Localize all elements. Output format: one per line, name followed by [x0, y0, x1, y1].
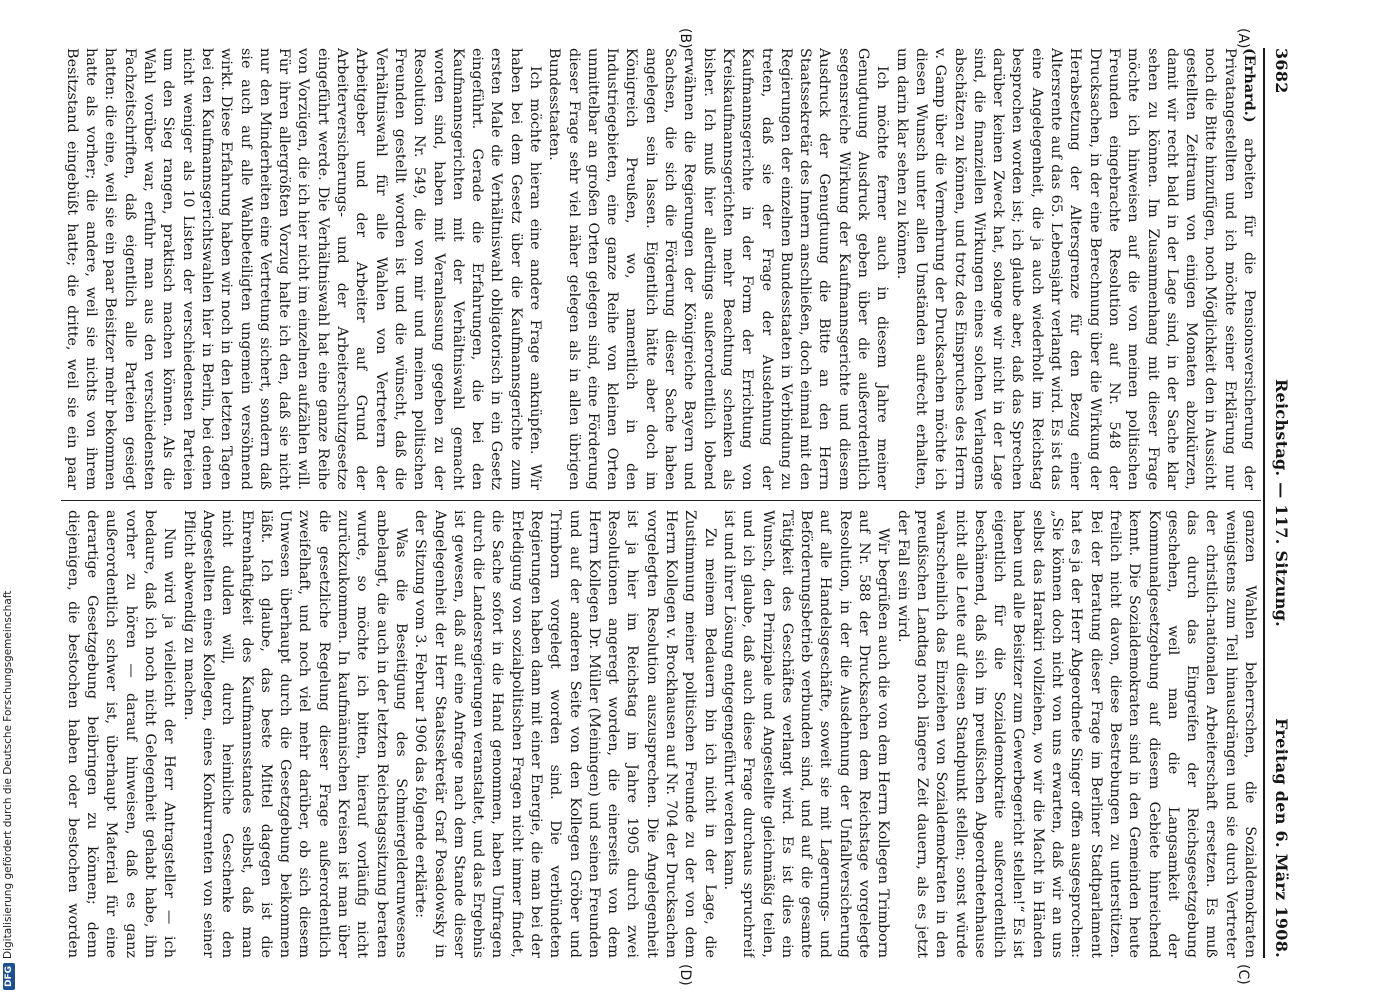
paragraph: Ich möchte ferner auch in diesem Jahre meiner Genugtuung Ausdruck geben über die außerordentlich segensreiche Wirkung der Kaufmannsgerichte und diesem Ausdruck der Genugtuung die Bitte an den Herrn Staatssekretär des Innern anschließen, doch einmal mit den Regierungen der einzelnen Bundesstaaten in Verbindung zu treten, daß sie der Frage der Ausdehnung der Kaufmannsgerichte in der Form der Errichtung von Kreiskaufmannsgerichten mehr Beachtung schenken als bisher. Ich muß hier allerdings außerordentlich lobend erwähnen die Regierungen der Königreiche Bayern und Sachsen, die sich die Förderung dieser Sache haben angelegen sein lassen. Eigentlich hätte aber doch im Königreich Preußen, wo, namentlich in den Industriegebieten, eine ganze Reihe von kleinen Orten unmittelbar an großen Orten gelegen sind, eine Förderung dieser Frage sehr viel näher gelegen als in allen übrigen Bundesstaaten.: [546, 48, 891, 490]
page-header: [1269, 48, 1291, 958]
column-divider: [61, 500, 1261, 501]
left-column: [64, 48, 1259, 490]
credit-text: Digitalisierung gefördert durch die Deutsche Forschungsgemeinschaft: [2, 590, 14, 959]
header-rule: [1263, 48, 1265, 958]
margin-letter-b: (B): [677, 28, 693, 49]
paragraph: Nun wird ja vielleicht der Herr Antragsteller — ich bedaure, daß ich noch nicht Gelegenheit gehabt habe, ihn vorher zu hören — darauf hinweisen, daß es ganz außerordentlich schwer ist, überhaupt Material für eine derartige Gesetzgebung beibringen zu können; denn diejenigen, die bestochen haben oder bestochen worden: [64, 510, 178, 958]
session-date: Freitag den 6. März 1908.: [1272, 718, 1291, 958]
paragraph: Wir begrüßen auch die von dem Herrn Kollegen Trimborn auf Nr. 588 der Drucksachen dem Reichstage vorgelegte Resolution, in der die Ausdehnung der Unfallversicherung auf alle Handelsgeschäfte, soweit sie mit Lagerungs- und Beförderungsbetrieb verbunden sind, und auf die gesamte Tätigkeit des Geschäftes verlangt wird. Es ist dies ein Wunsch, den Prinzipale und Angestellte gleichmäßig teilen, und ich glaube, daß auch diese Frage durchaus spruchreif ist und ihrer Lösung entgegengeführt werden kann.: [720, 510, 892, 958]
quoted-paragraph: Was die Beseitigung des Schmiergelderunwesens anbelangt, die auch in der letzten Reichstagssitzung beraten wurde, so möchte ich bitten, hierauf vorläufig nicht zurückzukommen. In kaufmännischen Kreisen ist man über die gesetzliche Regelung dieser Frage außerordentlich zweifelhaft, und noch viel mehr darüber, ob sich diesem Unwesen überhaupt durch die Gesetzgebung beikommen läßt. Ich glaube, das beste Mittel dagegen ist die Ehrenhaftigkeit des Kaufmannsstandes selbst, daß man nicht dulden will, durch heimliche Geschenke den Angestellten eines Kollegen, eines Konkurrenten von seiner Pflicht abwendig zu machen.: [180, 510, 409, 958]
paragraph: Zu meinem Bedauern bin ich nicht in der Lage, die Zustimmung meiner politischen Freunde zu der von dem Herrn Kollegen v. Brockhausen auf Nr. 704 der Drucksachen vorgelegten Resolution auszusprechen. Die Angelegenheit ist ja hier im Reichstag im Jahre 1905 durch zwei Resolutionen angeregt worden, die einerseits von dem Herrn Kollegen Dr. Müller (Meiningen) und seinen Freunden und auf der anderen Seite von den Kollegen Gröber und Trimborn vorgelegt worden sind. Die verbündeten Regierungen haben dann mit einer Energie, die man bei der Erledigung von sozialpolitischen Fragen nicht immer findet, die Sache sofort in die Hand genommen, haben Umfragen durch die Landesregierungen veranstaltet, und das Ergebnis ist gewesen, daß auf eine Anfrage nach dem Stande dieser Angelegenheit der Herr Staatssekretär Graf Posadowsky in der Sitzung vom 3. Februar 1906 das folgende erklärte:: [412, 510, 718, 958]
paragraph: [891, 48, 1259, 490]
rotated-document-page: [56, 28, 1291, 986]
margin-letter-d: (D): [677, 964, 693, 986]
page-number: 3682: [1272, 48, 1291, 94]
digitization-credit: [2, 591, 15, 990]
margin-letter-c: (C): [1235, 964, 1251, 985]
speaker-name: (Erhard.): [1241, 48, 1258, 123]
paragraph-text: arbeiten für die Pensionsversicherung der Privatangestellten und ich möchte seiner Erklärung nur noch die Bitte hinzufügen, noch Möglichkeit den in Aussicht gestellten Zeitraum von einigen Monaten abzukürzen, damit wir recht bald in der Lage sind, in der Sache klar sehen zu können. Im Zusammenhang mit dieser Frage möchte ich hinweisen auf die von meinen politischen Freunden eingebrachte Resolution auf Nr. 548 der Drucksachen, in der eine Berechnung über die Wirkung der Herabsetzung der Altersgrenze für den Bezug einer Altersrente auf das 65. Lebensjahr verlangt wird. Es ist das eine Angelegenheit, die ja auch wiederholt im Reichstag besprochen worden ist; ich glaube aber, daß das Sprechen darüber keinen Zweck hat, solange wir nicht in der Lage sind, die finanziellen Wirkungen eines solchen Verlangens abschätzen zu können, und trotz des Einspruches des Herrn v. Gamp über die Vermehrung der Drucksachen möchte ich diesen Wunsch unter allen Umständen aufrecht erhalten, um darin klar sehen zu können.: [893, 48, 1257, 490]
margin-letter-a: (A): [1235, 28, 1251, 49]
right-column: [64, 510, 1259, 958]
dfg-logo: DFG: [3, 963, 15, 990]
paragraph: ganzen Wahlen beherrschen, die Sozialdemokraten wenigstens zum Teil hinausdrängen und sie durch Vertreter der christlich-nationalen Arbeiterschaft ersetzen. Es muß das durch das Eingreifen der Reichsgesetzgebung geschehen, weil man die Langsamkeit der Kommunalgesetzgebung auf diesem Gebiete hinreichend kennt. Die Sozialdemokraten sind in den Gemeinden heute freilich nicht davon, diese Bestrebungen zu unterstützen. Bei der Beratung dieser Frage im Berliner Stadtparlament hat es ja der Herr Abgeordnete Singer offen ausgesprochen: „Sie können doch nicht von uns erwarten, daß wir an uns selbst das Harakiri vollziehen, wo wir die Macht in Händen haben und alle Beisitzer zum Gewerbegericht stellen!“ Es ist eigentlich für die Sozialdemokratie außerordentlich beschämend, daß sich im preußischen Abgeordnetenhause nicht alle Leute auf diesen Standpunkt stellen; sonst würde wahrscheinlich das Einziehen von Sozialdemokraten in den preußischen Landtag noch längere Zeit dauern, als es jetzt der Fall sein wird.: [894, 510, 1258, 958]
paragraph: Ich möchte hieran eine andere Frage anknüpfen. Wir haben bei dem Gesetz über die Kaufmannsgerichte zum ersten Male die Verhältniswahl obligatorisch in ein Gesetz eingeführt. Gerade die Erfahrungen, die bei den Kaufmannsgerichten mit der Verhältniswahl gemacht worden sind, haben mit Veranlassung gegeben zu der Resolution Nr. 549, die von mir und meinen politischen Freunden gestellt worden ist und die wünscht, daß die Verhältniswahl für alle Wahlen von Vertretern der Arbeitgeber und der Arbeiter auf Grund der Arbeiterversicherungs- und der Arbeiterschutzgesetze eingeführt werde. Die Verhältniswahl hat eine ganze Reihe von Vorzügen, die ich hier nicht im einzelnen aufzählen will. Für ihren allergrößten Vorzug halte ich den, daß sie nicht nur den Minderheiten eine Vertretung sichert, sondern daß sie auch auf alle Wahlbeteiligten ungemein versöhnend wirkt. Diese Erfahrung haben wir noch in den letzten Tagen bei den Kaufmannsgerichtswahlen hier in Berlin, bei denen nicht weniger als 10 Listen der verschiedensten Parteien um den Sieg rangen, praktisch machen können. Als die Wahl vorüber war, erfuhr man aus den verschiedensten Fachzeitschriften, daß eigentlich alle Parteien gesiegt hatten: die eine, weil sie ein paar Beisitzer mehr bekommen hatte als vorher; die andere, weil sie nichts von ihrem Besitzstand eingebüßt hatte; die dritte, weil sie ein paar: [64, 48, 544, 490]
running-title: Reichstag. — 117. Sitzung.: [1272, 378, 1291, 628]
